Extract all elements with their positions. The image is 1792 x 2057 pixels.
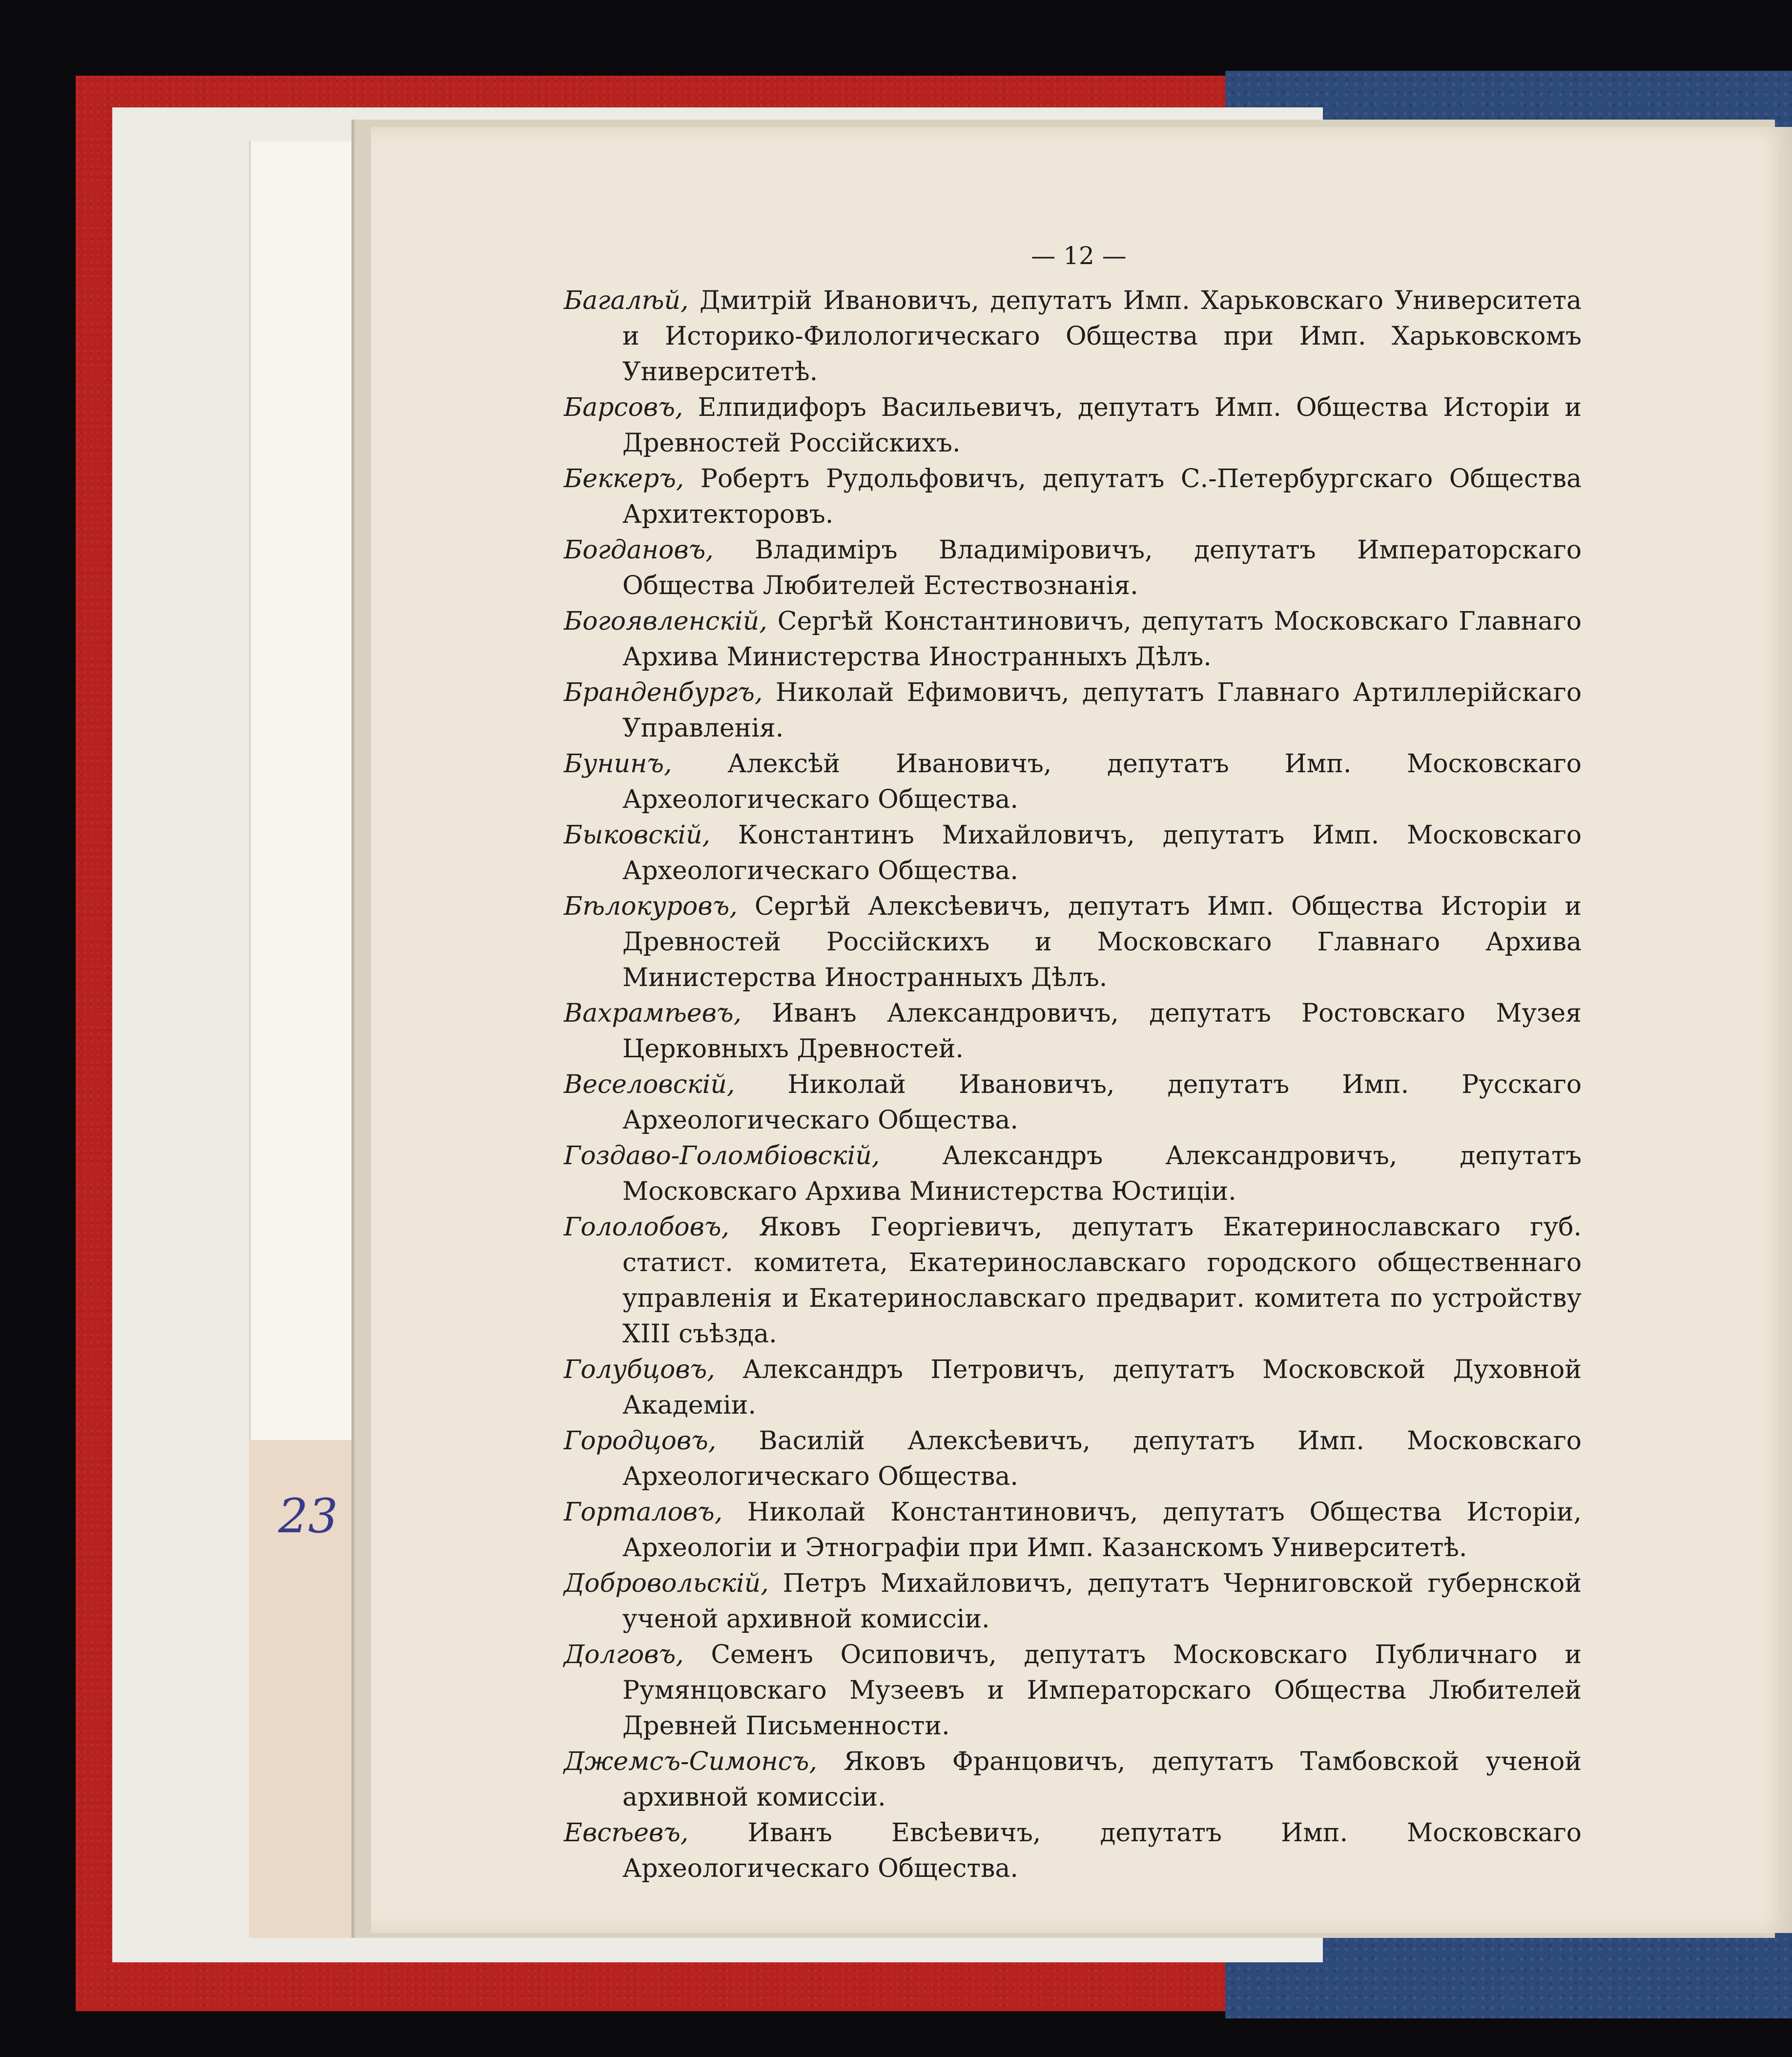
- entry-text: Иванъ Евсѣевичъ, депутатъ Имп. Московскаго Археологическаго Общества.: [622, 1818, 1582, 1883]
- entry-surname: Горталовъ,: [564, 1498, 723, 1527]
- entry-text: Семенъ Осиповичъ, депутатъ Московскаго Публичнаго и Румянцовскаго Музеевъ и Императорскаго Общества Любителей Древней Письменности.: [622, 1640, 1582, 1741]
- entry-text: Константинъ Михайловичъ, депутатъ Имп. Московскаго Археологическаго Общества.: [622, 821, 1582, 885]
- list-entry: [564, 1637, 1582, 1744]
- entry-surname: Богоявленскій,: [564, 607, 767, 636]
- entry-text: Василій Алексѣевичъ, депутатъ Имп. Московскаго Археологическаго Общества.: [622, 1426, 1582, 1491]
- entry-text: Елпидифоръ Васильевичъ, депутатъ Имп. Общества Исторіи и Древностей Россійскихъ.: [622, 393, 1582, 458]
- deputies-list: [564, 283, 1582, 1887]
- entry-surname: Бунинъ,: [564, 749, 672, 779]
- list-entry: [564, 746, 1582, 818]
- entry-text: Александръ Петровичъ, депутатъ Московской Духовной Академіи.: [622, 1355, 1582, 1420]
- list-entry: [564, 1566, 1582, 1637]
- entry-surname: Багалѣй,: [564, 286, 689, 315]
- list-entry: [564, 1744, 1582, 1815]
- entry-text: Яковъ Георгіевичъ, депутатъ Екатеринославскаго губ. статист. комитета, Екатеринославскаго городского общественнаго управленія и Екатеринославскаго предварит. комитета по устройству XIII съѣзда.: [622, 1213, 1582, 1349]
- handwritten-margin-note: 23: [278, 1489, 338, 1543]
- list-entry: [564, 461, 1582, 533]
- entry-surname: Евсѣевъ,: [564, 1818, 689, 1848]
- entry-text: Николай Ивановичъ, депутатъ Имп. Русскаго Археологическаго Общества.: [622, 1070, 1582, 1135]
- entry-text: Петръ Михайловичъ, депутатъ Черниговской губернской ученой архивной комиссіи.: [622, 1569, 1582, 1634]
- entry-surname: Гололобовъ,: [564, 1213, 730, 1242]
- entry-surname: Бранденбургъ,: [564, 678, 763, 707]
- entry-text: Дмитрій Ивановичъ, депутатъ Имп. Харьковскаго Университета и Историко-Филологическаго Общества при Имп. Харьковскомъ Университетѣ.: [622, 286, 1582, 387]
- page-number: — 12 —: [1031, 242, 1127, 270]
- list-entry: [564, 996, 1582, 1067]
- entry-surname: Долговъ,: [564, 1640, 684, 1669]
- entry-surname: Гоздаво-Голомбіовскій,: [564, 1141, 880, 1171]
- entry-surname: Богдановъ,: [564, 535, 714, 565]
- list-entry: [564, 1138, 1582, 1210]
- list-entry: [564, 1210, 1582, 1352]
- entry-text: Николай Константиновичъ, депутатъ Общества Исторіи, Археологіи и Этнографіи при Имп. Казанскомъ Университетѣ.: [622, 1498, 1582, 1563]
- list-entry: [564, 533, 1582, 604]
- entry-surname: Быковскій,: [564, 821, 711, 850]
- entry-text: Робертъ Рудольфовичъ, депутатъ С.-Петербургскаго Общества Архитекторовъ.: [622, 464, 1582, 529]
- entry-surname: Вахрамѣевъ,: [564, 999, 742, 1028]
- entry-text: Александръ Александровичъ, депутатъ Московскаго Архива Министерства Юстиціи.: [622, 1141, 1582, 1206]
- entry-text: Яковъ Францовичъ, депутатъ Тамбовской ученой архивной комиссіи.: [622, 1747, 1582, 1812]
- list-entry: [564, 1815, 1582, 1887]
- list-entry: [564, 1423, 1582, 1495]
- entry-text: Сергѣй Алексѣевичъ, депутатъ Имп. Общества Исторіи и Древностей Россійскихъ и Московскаго Главнаго Архива Министерства Иностранныхъ Дѣлъ.: [622, 892, 1582, 992]
- list-entry: [564, 1067, 1582, 1138]
- list-entry: [564, 1495, 1582, 1566]
- entry-text: Сергѣй Константиновичъ, депутатъ Московскаго Главнаго Архива Министерства Иностранныхъ Дѣлъ.: [622, 607, 1582, 672]
- entry-surname: Барсовъ,: [564, 393, 683, 422]
- entry-surname: Городцовъ,: [564, 1426, 717, 1456]
- entry-surname: Веселовскій,: [564, 1070, 735, 1099]
- entry-surname: Беккеръ,: [564, 464, 684, 494]
- entry-text: Николай Ефимовичъ, депутатъ Главнаго Артиллерійскаго Управленія.: [622, 678, 1582, 743]
- list-entry: [564, 390, 1582, 461]
- entry-text: Владиміръ Владиміровичъ, депутатъ Императорскаго Общества Любителей Естествознанія.: [622, 535, 1582, 600]
- list-entry: [564, 675, 1582, 746]
- entry-text: Иванъ Александровичъ, депутатъ Ростовскаго Музея Церковныхъ Древностей.: [622, 999, 1582, 1064]
- list-entry: [564, 604, 1582, 675]
- entry-surname: Добровольскій,: [564, 1569, 769, 1598]
- list-entry: [564, 283, 1582, 390]
- list-entry: [564, 1352, 1582, 1423]
- entry-text: Алексѣй Ивановичъ, депутатъ Имп. Московскаго Археологическаго Общества.: [622, 749, 1582, 814]
- entry-surname: Голубцовъ,: [564, 1355, 715, 1384]
- list-entry: [564, 818, 1582, 889]
- list-entry: [564, 889, 1582, 996]
- entry-surname: Бѣлокуровъ,: [564, 892, 738, 921]
- entry-surname: Джемсъ-Симонсъ,: [564, 1747, 817, 1776]
